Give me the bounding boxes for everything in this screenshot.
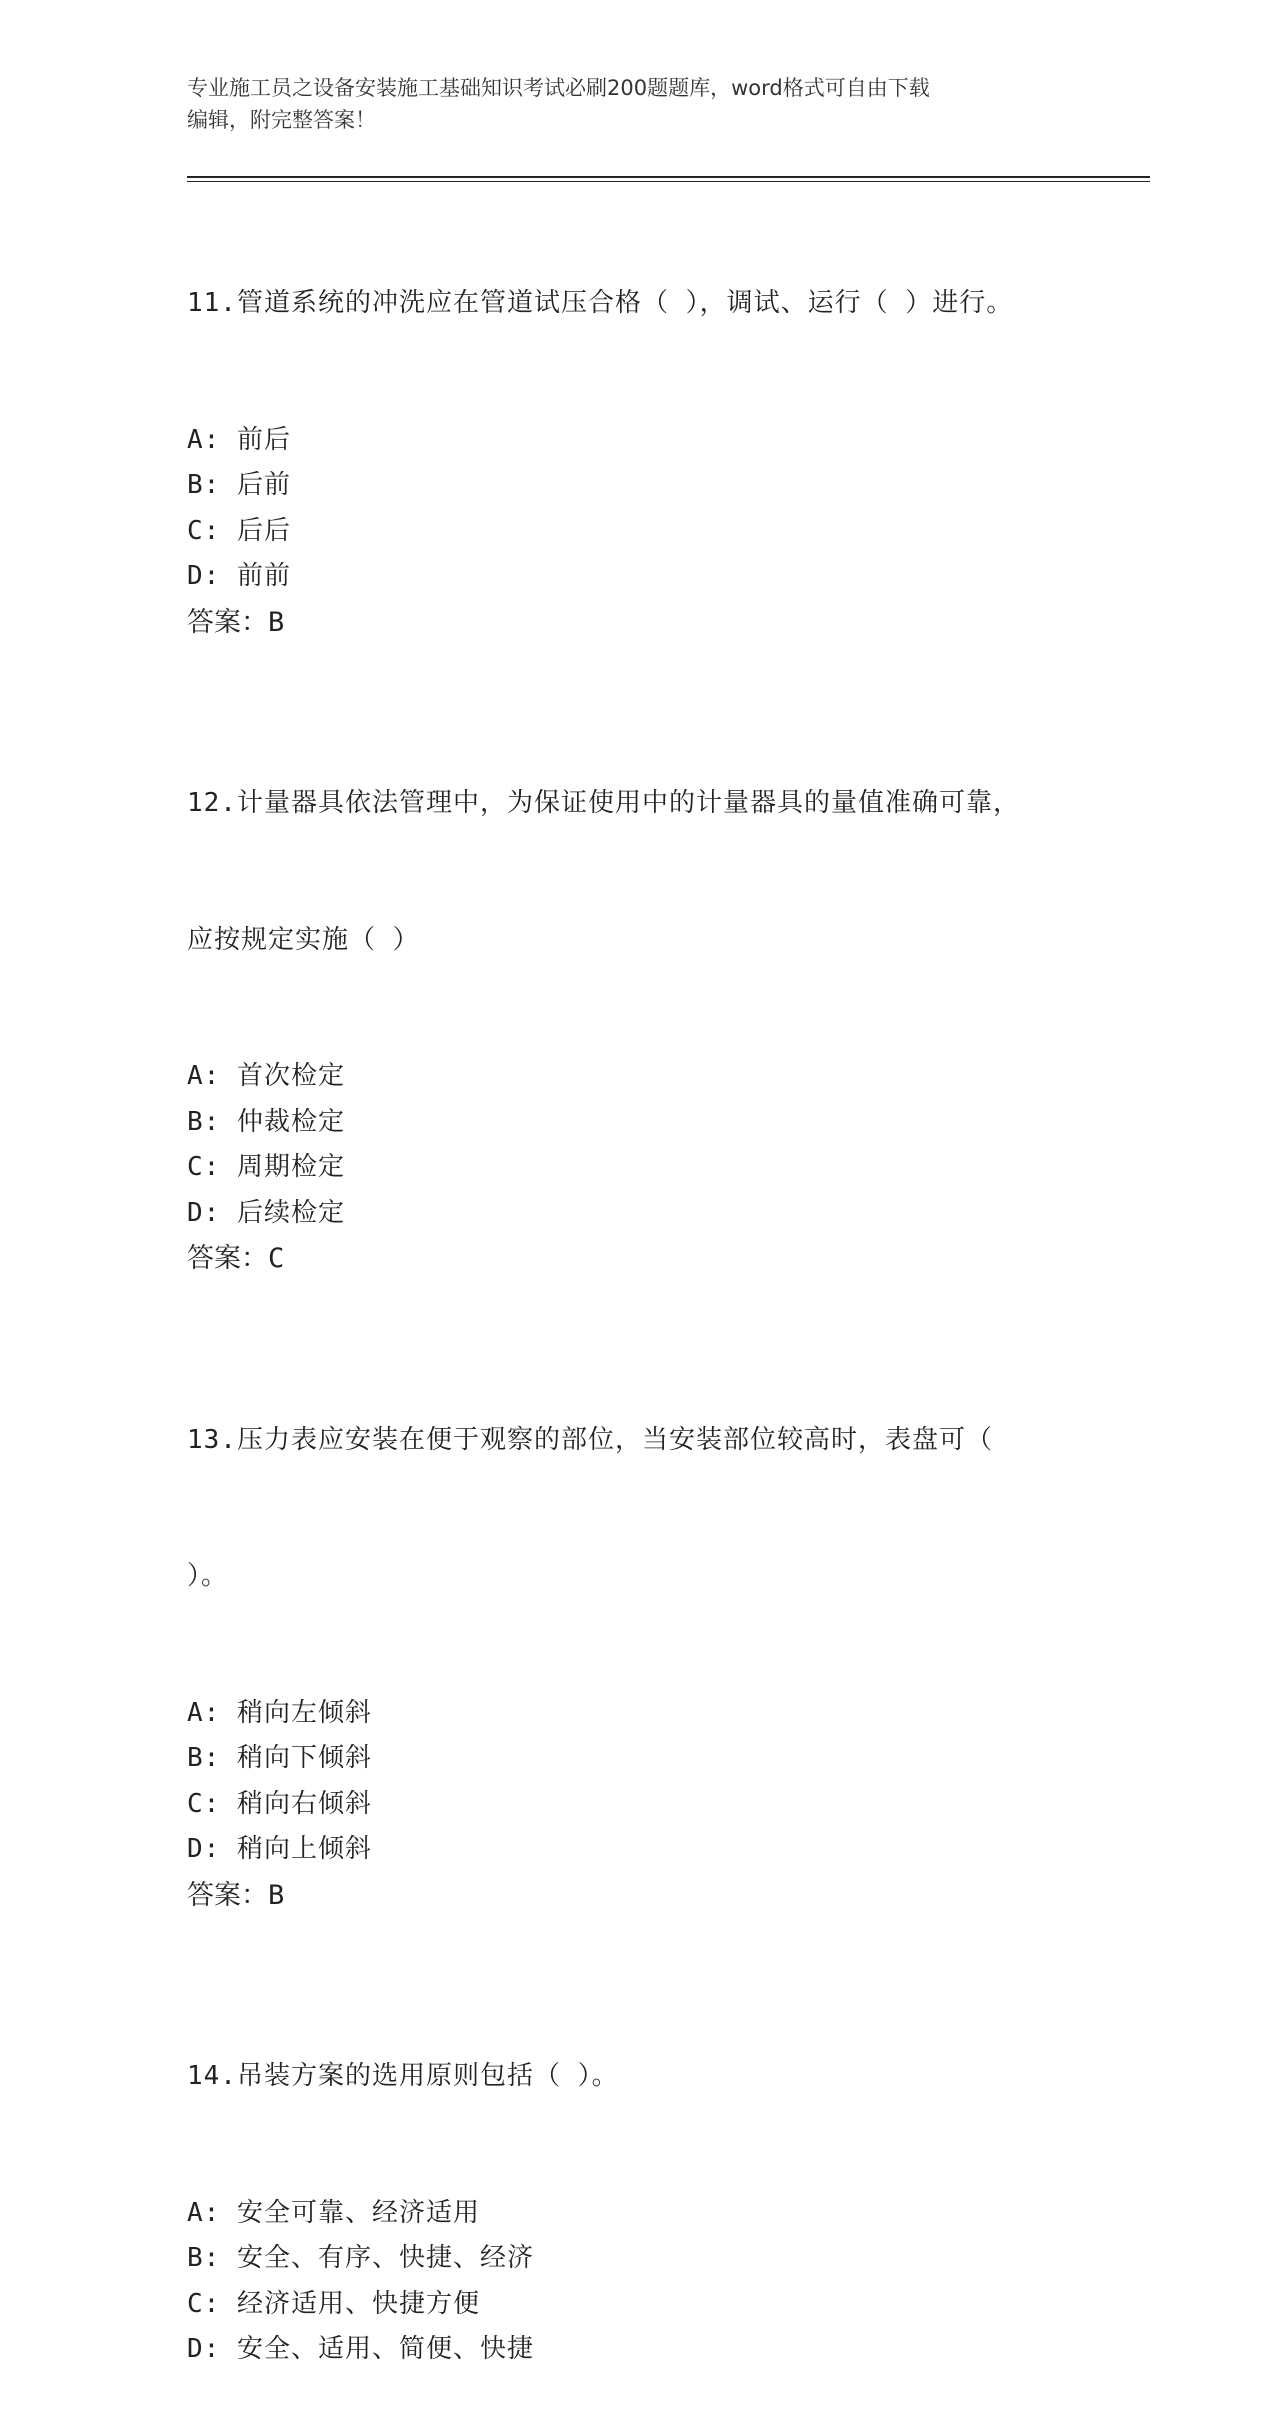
question-item xyxy=(187,190,1067,645)
answer-line xyxy=(187,600,1067,646)
option-a: A: 首次检定 xyxy=(187,1061,345,1091)
question-stem xyxy=(187,190,1067,418)
option-c: C: 周期检定 xyxy=(187,1152,345,1182)
answer-line xyxy=(187,1236,1067,1282)
header-title-line-1: 专业施工员之设备安装施工基础知识考试必刷200题题库，word格式可自由下载 xyxy=(187,76,930,100)
answer-value: B xyxy=(268,1879,285,1911)
option-b: B: 稍向下倾斜 xyxy=(187,1743,372,1773)
question-stem xyxy=(187,1963,1067,2191)
header-divider-thin xyxy=(187,181,1150,182)
option-d: D: 后续检定 xyxy=(187,1197,345,1228)
question-stem xyxy=(187,690,1067,1054)
answer-label: 答案： xyxy=(187,606,268,638)
option-b: B: 后前 xyxy=(187,470,291,500)
question-item xyxy=(187,690,1067,1282)
option-d: D: 安全、适用、简便、快捷 xyxy=(187,2334,534,2364)
option-a: A: 稍向左倾斜 xyxy=(187,1697,372,1728)
question-stem xyxy=(187,1327,1067,1691)
question-item xyxy=(187,1963,1067,2373)
option-c: C: 后后 xyxy=(187,515,291,546)
header-title-line-2: 编辑，附完整答案！ xyxy=(187,108,376,132)
option-d: D: 稍向上倾斜 xyxy=(187,1834,372,1864)
question-stem-line: 14.吊装方案的选用原则包括（ ）。 xyxy=(187,2061,619,2091)
answer-value: B xyxy=(268,606,285,638)
question-stem-line: 11.管道系统的冲洗应在管道试压合格（ ），调试、运行（ ）进行。 xyxy=(187,288,1014,318)
answer-label: 答案： xyxy=(187,1243,268,1274)
question-item xyxy=(187,1327,1067,1919)
option-a: A: 安全可靠、经济适用 xyxy=(187,2197,480,2228)
option-b: B: 安全、有序、快捷、经济 xyxy=(187,2243,534,2273)
answer-value: C xyxy=(268,1243,285,1274)
question-stem-line: 13.压力表应安装在便于观察的部位，当安装部位较高时，表盘可（ xyxy=(187,1424,993,1455)
question-stem-line: ）。 xyxy=(187,1561,229,1591)
question-stem-line: 12.计量器具依法管理中，为保证使用中的计量器具的量值准确可靠， xyxy=(187,788,1020,818)
document-header xyxy=(187,72,1067,136)
header-divider-thick xyxy=(187,176,1150,178)
answer-line xyxy=(187,1873,1067,1919)
answer-label: 答案： xyxy=(187,1879,268,1911)
question-stem-line: 应按规定实施（ ） xyxy=(187,924,420,955)
option-a: A: 前后 xyxy=(187,424,291,455)
option-b: B: 仲裁检定 xyxy=(187,1106,345,1137)
option-d: D: 前前 xyxy=(187,561,291,591)
question-list xyxy=(187,190,1067,2418)
option-c: C: 稍向右倾斜 xyxy=(187,1788,372,1819)
option-c: C: 经济适用、快捷方便 xyxy=(187,2288,480,2319)
